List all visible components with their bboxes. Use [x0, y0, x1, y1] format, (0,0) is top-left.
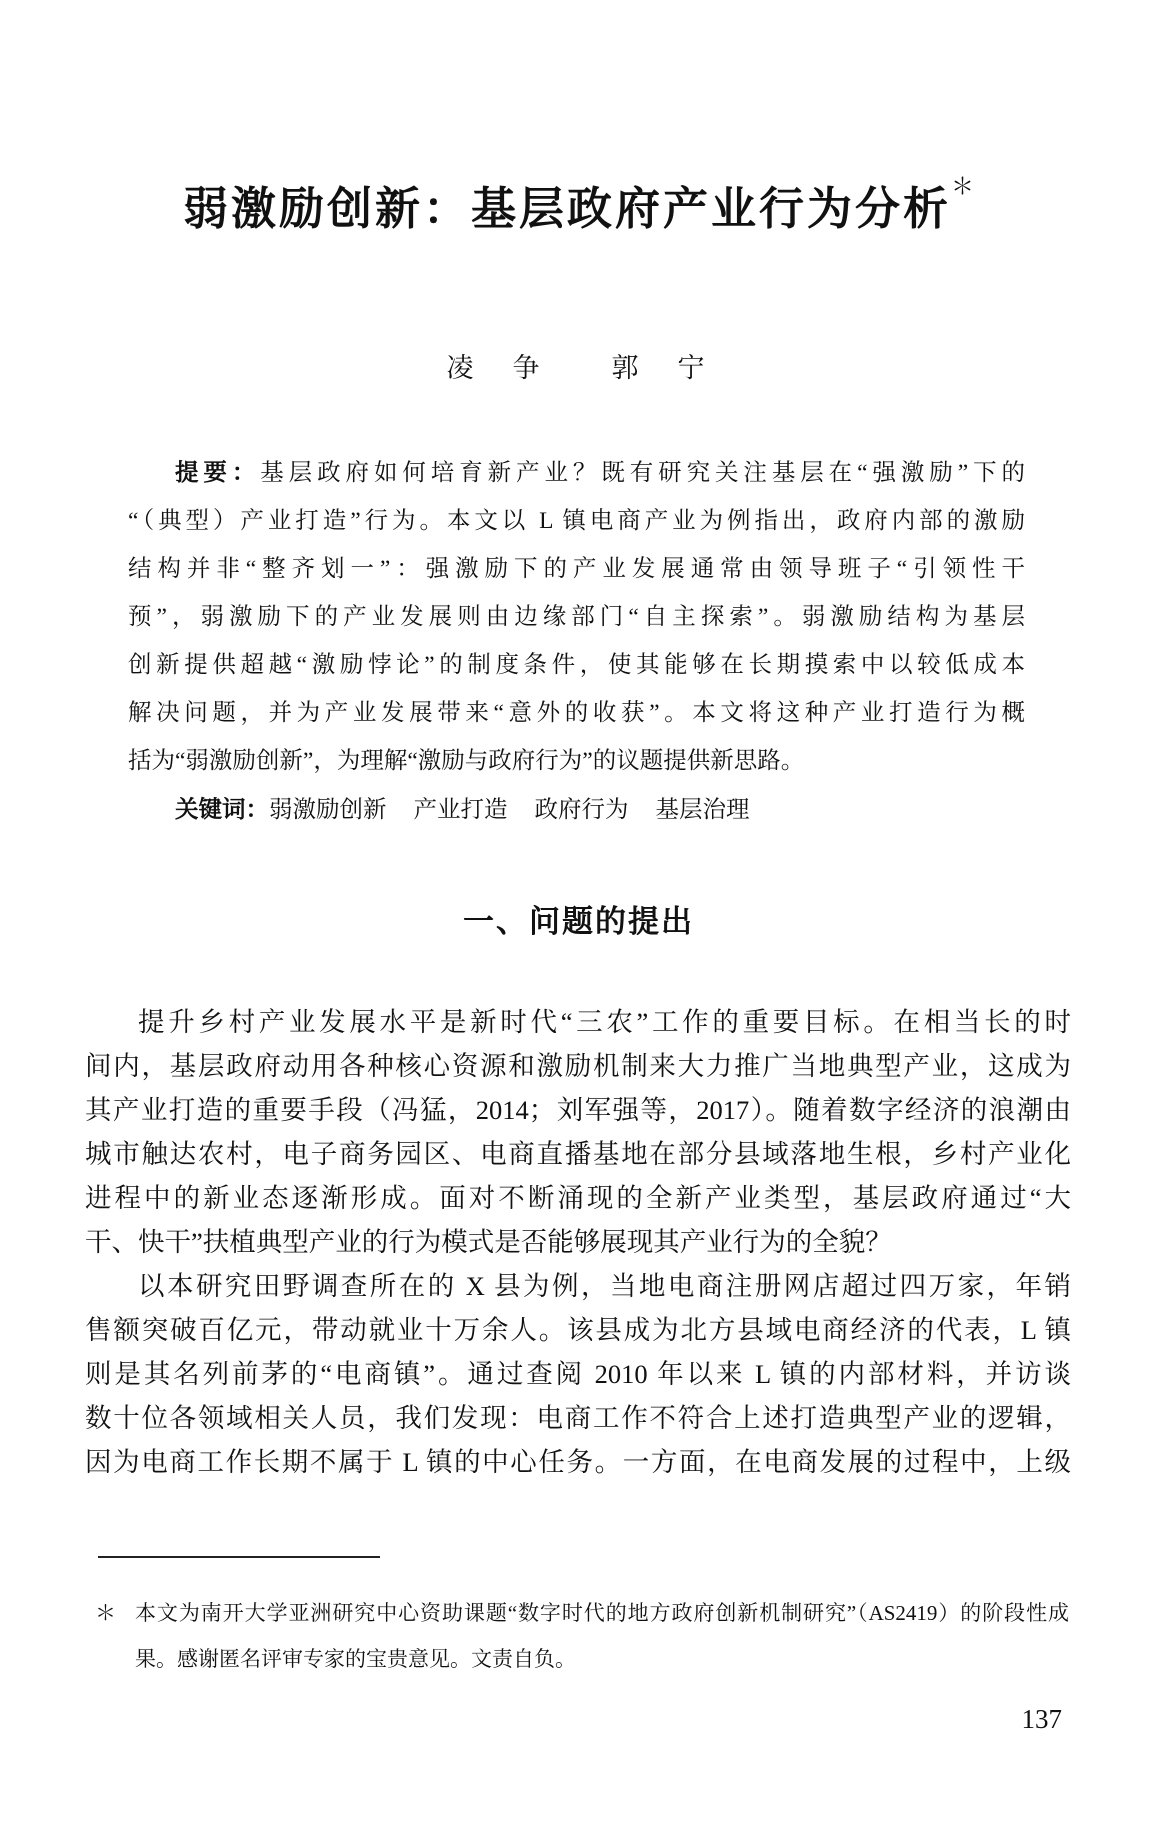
footnote-text [135, 1590, 1069, 1682]
body-line: 则是其名列前茅的“电商镇”。通过查阅 2010 年以来 L 镇的内部材料，并访谈 [85, 1359, 1071, 1389]
footnote [95, 1590, 1069, 1682]
body-line: 其产业打造的重要手段（冯猛，2014；刘军强等，2017）。随着数字经济的浪潮由 [85, 1095, 1071, 1125]
paper-title-text: 弱激励创新：基层政府产业行为分析 [182, 184, 951, 234]
body-line: 提升乡村产业发展水平是新时代“三农”工作的重要目标。在相当长的时 [138, 1007, 1071, 1037]
footnote-divider [98, 1556, 380, 1558]
abstract-label: 提要： [175, 459, 261, 485]
keyword: 基层治理 [655, 797, 750, 823]
keywords-label: 关键词： [175, 796, 269, 822]
footnote-line: 果。感谢匿名评审专家的宝贵意见。文责自负。 [135, 1647, 576, 1671]
abstract-text: 基层政府如何培育新产业？既有研究关注基层在“强激励”下的 [260, 460, 1025, 486]
body-line: 干、快干”扶植典型产业的行为模式是否能够展现其产业行为的全貌？ [85, 1227, 892, 1257]
body-text [85, 1000, 1071, 1484]
page-number: 137 [1021, 1704, 1062, 1734]
body-line: 进程中的新业态逐渐形成。面对不断涌现的全新产业类型，基层政府通过“大 [85, 1183, 1071, 1213]
keywords-line [128, 785, 1025, 834]
keyword: 弱激励创新 [269, 797, 387, 823]
abstract-line: 创新提供超越“激励悖论”的制度条件，使其能够在长期摸索中以较低成本 [128, 652, 1025, 678]
body-line: 间内，基层政府动用各种核心资源和激励机制来大力推广当地典型产业，这成为 [85, 1051, 1071, 1081]
title-footnote-asterisk: ＊ [951, 174, 974, 199]
section-heading: 一、问题的提出 [463, 904, 694, 939]
keyword: 产业打造 [413, 797, 508, 823]
body-line: 售额突破百亿元，带动就业十万余人。该县成为北方县域电商经济的代表，L 镇 [85, 1315, 1071, 1345]
paper-title [0, 168, 1157, 237]
abstract-block [128, 448, 1025, 834]
authors-line: 凌 争 郭 宁 [446, 353, 711, 383]
abstract-line: “（典型）产业打造”行为。本文以 L 镇电商产业为例指出，政府内部的激励 [128, 508, 1025, 534]
footnote-line: 本文为南开大学亚洲研究中心资助课题“数字时代的地方政府创新机制研究”（AS2419）的阶段性成 [135, 1601, 1069, 1625]
keywords-list [269, 797, 750, 823]
abstract-line: 预”，弱激励下的产业发展则由边缘部门“自主探索”。弱激励结构为基层 [128, 604, 1025, 630]
abstract-line: 解决问题，并为产业发展带来“意外的收获”。本文将这种产业打造行为概 [128, 700, 1025, 726]
body-line: 数十位各领域相关人员，我们发现：电商工作不符合上述打造典型产业的逻辑， [85, 1403, 1071, 1433]
abstract-line: 括为“弱激励创新”，为理解“激励与政府行为”的议题提供新思路。 [128, 748, 805, 774]
abstract-line [128, 448, 1025, 497]
footnote-marker: ＊ [95, 1601, 116, 1625]
body-line: 城市触达农村，电子商务园区、电商直播基地在部分县域落地生根，乡村产业化 [85, 1139, 1071, 1169]
abstract-line: 结构并非“整齐划一”：强激励下的产业发展通常由领导班子“引领性干 [128, 556, 1025, 582]
body-line: 以本研究田野调查所在的 X 县为例，当地电商注册网店超过四万家，年销 [138, 1271, 1071, 1301]
keyword: 政府行为 [534, 797, 629, 823]
body-line: 因为电商工作长期不属于 L 镇的中心任务。一方面，在电商发展的过程中，上级 [85, 1447, 1071, 1477]
